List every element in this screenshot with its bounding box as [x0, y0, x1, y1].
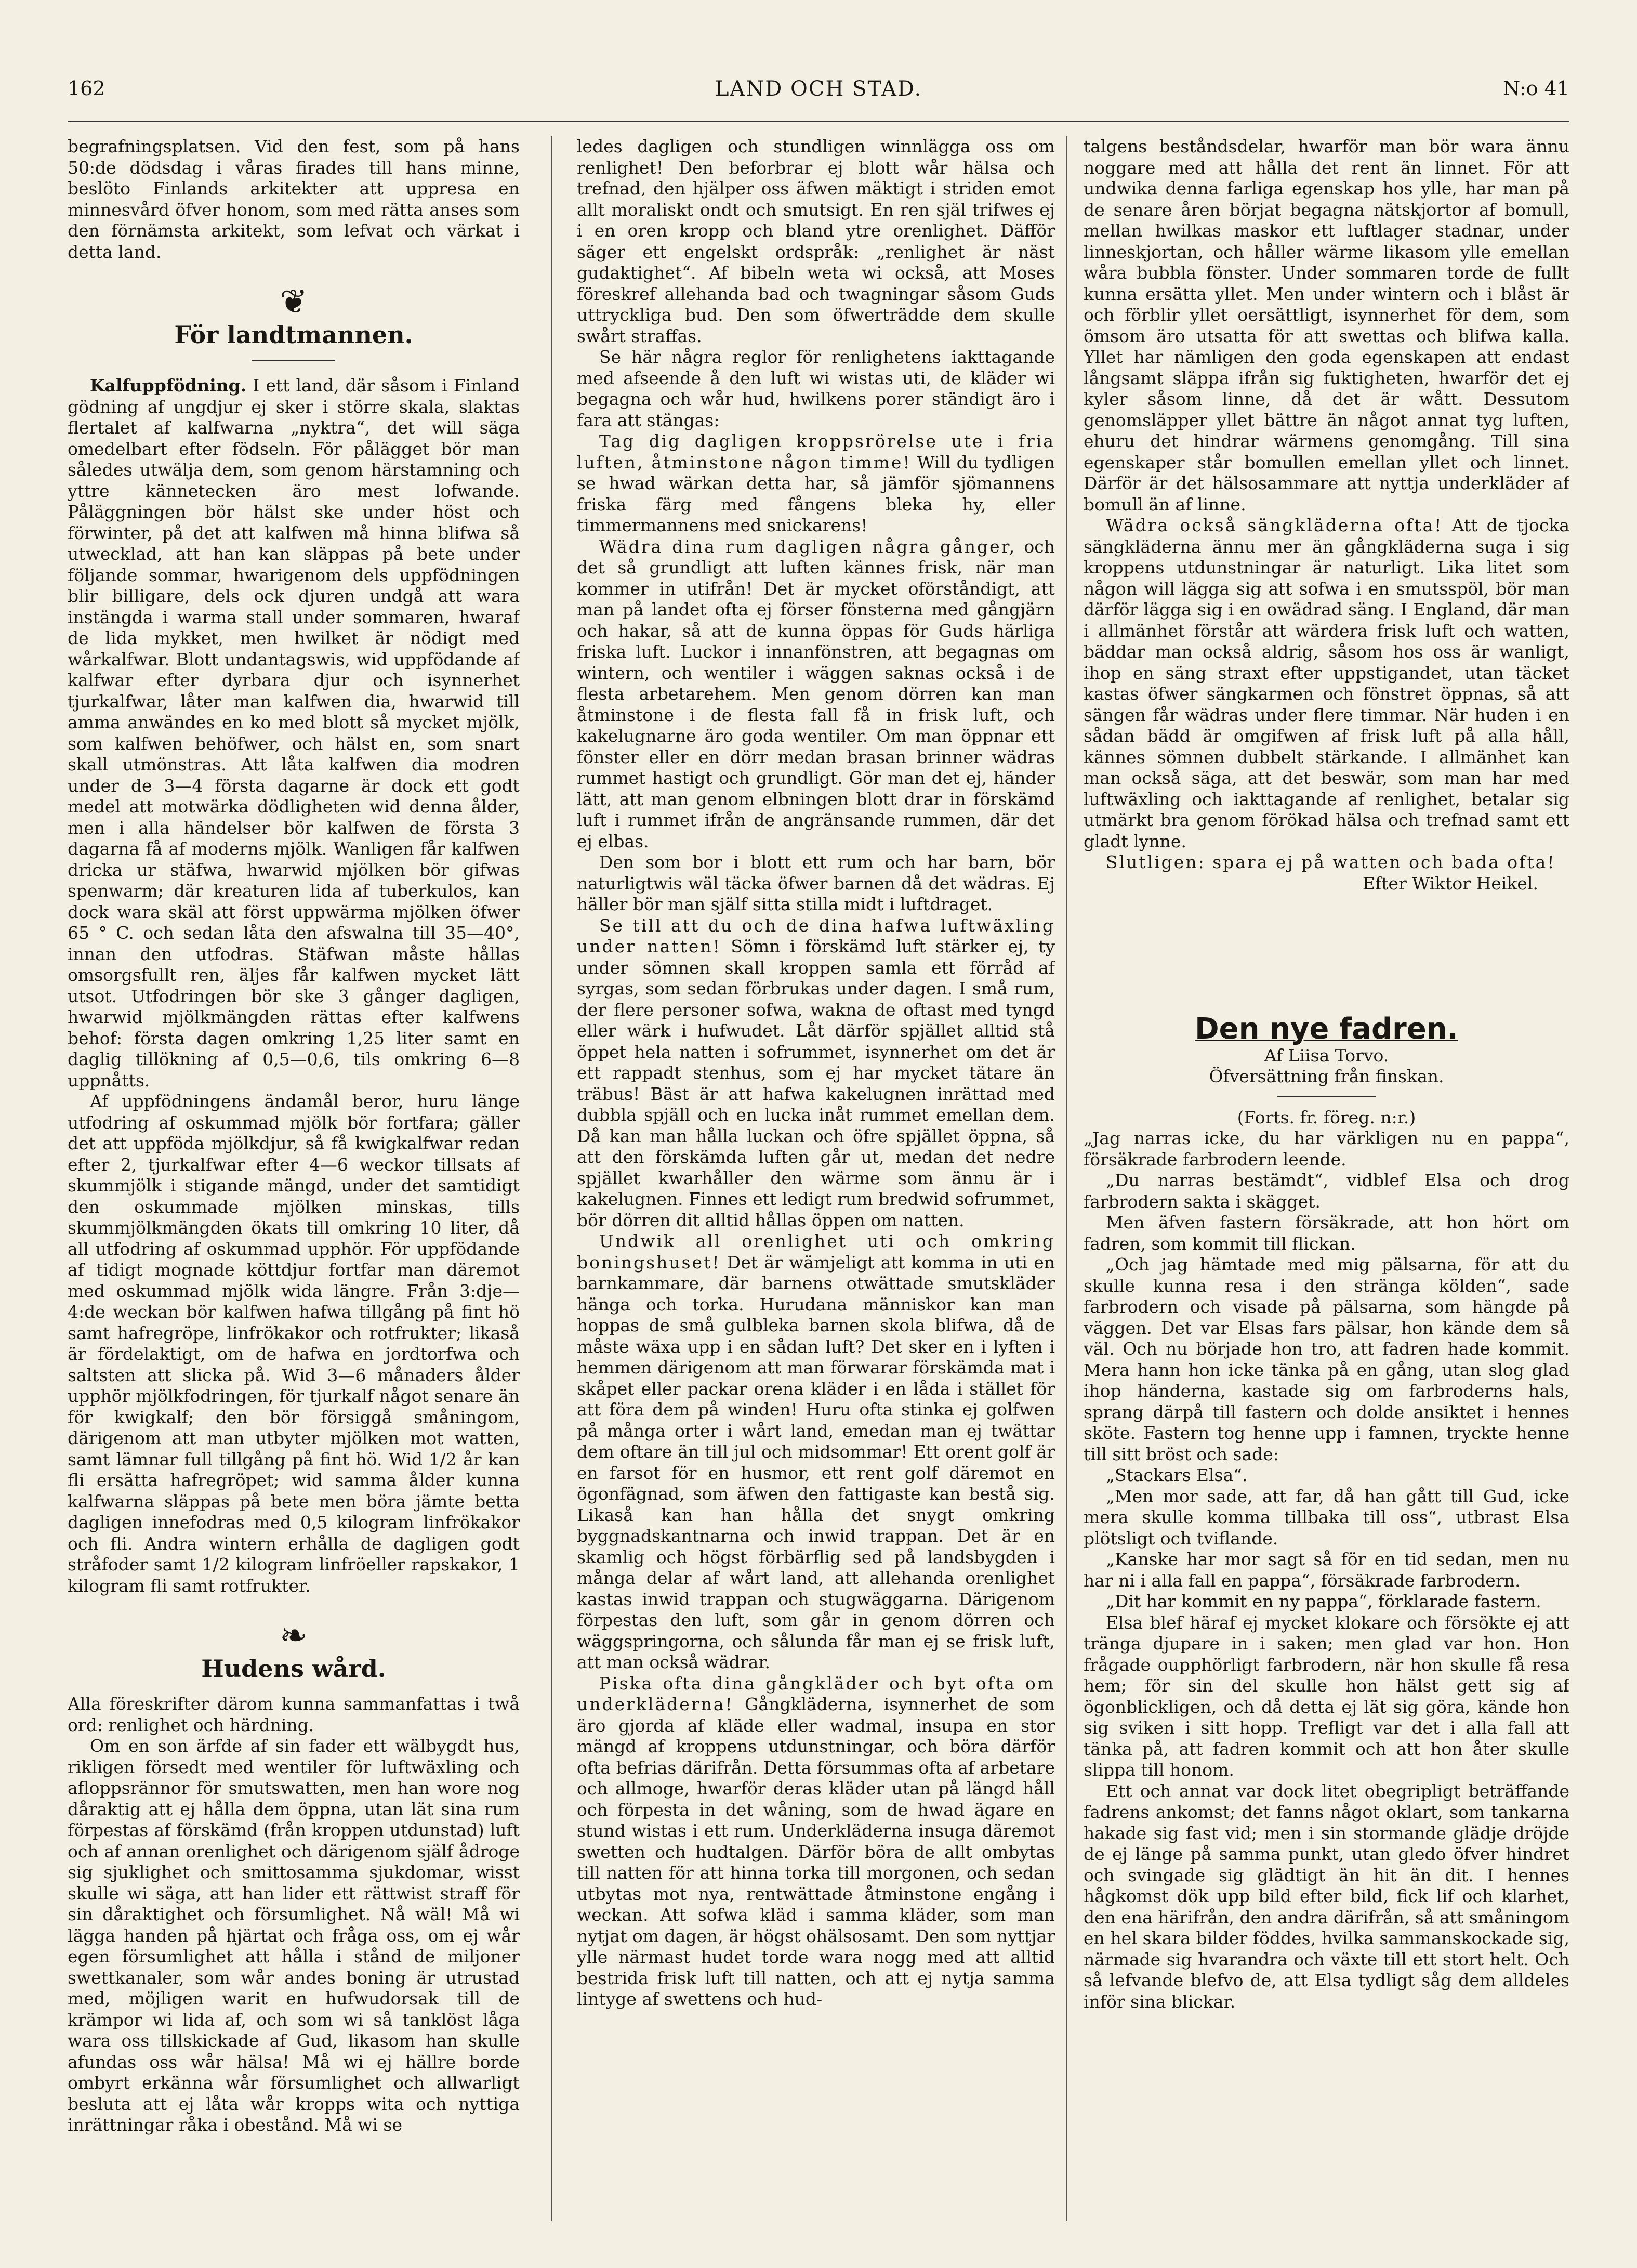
rule-heading: Wädra också sängkläderna ofta! — [1105, 515, 1443, 535]
page-number: 162 — [68, 77, 105, 100]
column-1 — [68, 136, 520, 2221]
continuation-note: (Forts. fr. föreg. n:r.) — [1237, 1107, 1416, 1128]
rule-heading: Se till att du och de dina hafwa luftwäxling under natten! — [577, 915, 1055, 956]
story-rule — [1277, 1096, 1376, 1097]
paragraph-text: Att de tjocka sängkläderna ännu mer än gångkläderna suga i sig kroppens utdunstningar är naturligt. Lika litet som någon will lägga sig att sofwa i en smutsspöl, bör man därför lägga sig i en owädrad säng. I England, där man i allmänhet förstår att wärdera frisk luft och watten, bäddar man också aldrig, såsom hos oss är wanligt, ihop en säng straxt efter uppstigandet, utan täcket kastas öfwer sängkarmen och fönstret öppnas, så att sängen får wädras under flere timmar. När huden i en sådan bädd är omgifwen af frisk luft på alla håll, kännes sömnen dubbelt stärkande. I allmänhet kan man också säga, att det beswär, som man har med luftwäxling och iakttagande af renlighet, betalar sig utmärkt bra genom förökad hälsa och trefnad samt ett gladt lynne. — [1084, 515, 1569, 851]
paragraph: „Och jag hämtade med mig pälsarna, för att du skulle kunna resa i den stränga kölden“, sade farbrodern och visade på pälsarna, som hängde på väggen. Det var Elsas fars pälsar, hon kände dem så väl. Och nu började hon tro, att fadren hade kommit. Mera hann hon icke tänka på en gång, utan slog glad ihop händerna, kastade sig om farbroderns hals, sprang därpå till fastern och dolde ansiktet i hennes sköte. Fastern tog henne upp i famnen, tryckte henne till sitt bröst och sade: — [1084, 1254, 1569, 1464]
paragraph — [577, 536, 1055, 853]
paragraph: Slutligen: spara ej på watten och bada ofta! — [1105, 852, 1556, 872]
paragraph: Om en son ärfde af sin fader ett wälbygdt hus, rikligen försedt med wentiler för luftwäxling och afloppsrännor för smutswatten, men han wore nog dåraktig att ej hålla dem öppna, utan lät sina rum förpestas af förskämd (från kroppen utdunstad) luft och af annan orenlighet och därigenom själf ådroge sig sjuklighet och smittosamma sjukdomar, wisst skulle wi säga, att han lider ett rättwist straff för sin dåraktighet och försumlighet. Nå wäl! Må wi lägga handen på hjärtat och fråga oss, om ej wår egen försumlighet att hålla i stånd de miljoner swettkanaler, som wår andes boning är utrustad med, möjligen warit en hufwudorsak till de krämpor wi lida af, och som wi så tanklöst låga wara oss tillskickade af Gud, likasom han skulle afundas oss wår hälsa! Må wi ej hällre borde ombyrt erkänna wår försumlighet och allwarligt besluta att ej låta wår kropps wita och nyttiga inrättningar råka i obestånd. Må wi se — [68, 1736, 520, 2135]
paragraph: begrafningsplatsen. Vid den fest, som på hans 50:de dödsdag i våras firades till hans minne, beslöto Finlands arkitekter att uppresa en minnesvård öfver honom, som med rätta anses som den förnämsta arkitekt, som lefvat och värkat i detta land. — [68, 136, 520, 262]
paragraph: ledes dagligen och stundligen winnlägga oss om renlighet! Den beforbrar ej blott wår hälsa och trefnad, den hjälper oss äfwen mäktigt i striden emot allt moraliskt ondt och smutsigt. En ren själ trifwes ej i en oren kropp och bland ytre orenlighet. Däfför säger ett engelskt ordspråk: „renlighet är näst gudaktighet“. Af bibeln weta wi också, att Moses föreskref allehanda bad och twagningar såsom Guds uttryckliga bud. Den som öfwerträdde dem skulle swårt straffas. — [577, 136, 1055, 346]
column-divider — [551, 136, 552, 2221]
rule-heading: Piska ofta dina gångkläder och byt ofta om underkläderna! — [577, 1673, 1055, 1714]
paragraph: Af uppfödningens ändamål beror, huru länge utfodring af oskummad mjölk bör fortfara; gäller det att uppföda mjölkdjur, så få kwigkalfwar redan efter 2, tjurkalfwar efter 4—6 weckor tillsats af skummjölk i stigande mängd, under det samtidigt den oskummade mjölken minskas, tills skummjölkmängden ökats till omkring 10 liter, då all utfodring af oskummad upphör. För uppfödande af tidigt mognade köttdjur fortfar man däremot med oskummad mjölk wida längre. Från 3:dje—4:de weckan bör kalfwen hafwa tillgång på fint hö samt hafregröpe, linfrökakor och rotfrukter; likaså är fördelaktigt, om de hafwa en jordtorfwa och saltsten att slicka på. Wid 3—6 månaders ålder upphör mjölkfodringen, för tjurkalf något senare än för kwigkalf; den bör försiggå småningom, därigenom att man utbyter mjölken mot watten, samt lämnar full tillgång på fint hö. Wid 1/2 år kan fli ersätta hafregröpet; wid samma ålder kunna kalfwarna släppas på bete men böra jämte betta dagligen innefodras med 0,5 kilogram linfrökakor och fli. Andra wintern erhålla de dagligen godt stråfoder samt 1/2 kilogram linfröeller rapskakor, 1 kilogram fli samt rotfrukter. — [68, 1091, 520, 1596]
rule-heading: Wädra dina rum dagligen några gånger, — [599, 536, 1016, 557]
page-header — [68, 77, 1569, 113]
column-divider — [1066, 136, 1067, 2221]
paragraph: „Stackars Elsa“. — [1105, 1465, 1248, 1485]
paragraph — [577, 1231, 1055, 1673]
paragraph: Den som bor i blott ett rum och har barn, bör naturligtwis wäl täcka öfwer barnen då det wädras. Ej häller bör man själf sitta stilla midt i luftdraget. — [577, 852, 1055, 914]
rule-heading: Tag dig dagligen kroppsrörelse ute i fria luften, åtminstone någon timme! — [577, 431, 1055, 473]
paragraph: Ett och annat var dock litet obegripligt beträffande fadrens ankomst; det fanns något oklart, som tankarna hakade sig fast vid; men i sin stormande glädje dröjde de ej länge på samma punkt, utan gledo öfver hindret och svingade sig glädtigt än hit än dit. I hennes hågkomst dök upp bild efter bild, fick lif och klarhet, den ena härifrån, den andra därifrån, så att småningom en hel skara bilder föddes, hvilka sammanskockade sig, närmade sig hvarandra och växte till ett stort helt. Och så lefvande blefvo de, att Elsa tydligt såg dem alldeles inför sina blickar. — [1084, 1780, 1569, 2012]
ornament-icon: ❦ — [280, 283, 308, 321]
paragraph: „Men mor sade, att far, då han gått till Gud, icke mera skulle komma tillbaka till oss“, utbrast Elsa plötsligt och tviflande. — [1084, 1486, 1569, 1549]
masthead-title: LAND OCH STAD. — [715, 77, 922, 101]
paragraph-text: Det är wämjeligt att komma in uti en barnkammare, där barnens otwättade smutskläder hänga och torka. Hurudana människor kan man hoppas de små gulbleka barnen skola blifwa, då de måste wäxa upp i en sådan luft? Det sker en i lyften i hemmen därigenom att man förwarar förskämda mat i skåpet eller packar orena kläder i en låda i stället för att föra dem på winden! Huru ofta stinka ej golfwen på många orter i wårt land, emedan man ej twättar dem oftare än till jul och midsommar! Ett orent golf är en farsot för en husmor, ett rent golf däremot en ögonfägnad, som äfwen den fattigaste kan bestå sig. Likaså kan han hålla det snygt omkring byggnadskantnarna och inwid trappan. Det är en skamlig och högst förbärflig sed på landsbygden i många delar af wårt land, att allehanda orenlighet kastas inwid trappan och stugwäggarna. Därigenom förpestas den luft, som går in genom dörren och wäggspringorna, och sålunda får man ej se frisk luft, att man också wädrar. — [577, 1252, 1055, 1672]
paragraph: „Kanske har mor sagt så för en tid sedan, men nu har ni i alla fall en pappa“, försäkrade farbrodern. — [1084, 1549, 1569, 1591]
paragraph-text: I ett land, där såsom i Finland gödning af ungdjur ej sker i större skala, slaktas flertalet af kalfwarna „nyktra“, det will säga omedelbart efter födseln. För pålägget bör man således utwälja dem, som genom härstamning och yttre kännetecken äro mest lofwande. Påläggningen bör hälst ske under höst och förwinter, på det att kalfwen må hinna blifwa så utwecklad, att han kan släppas på bete under följande sommar, hwarigenom dels uppfödningen blir billigare, dels ock djuren undgå att wara instängda i warma stall under sommaren, hwaraf de lida mykket, men hwilket är nödigt med wårkalfwar. Blott undantagswis, wid uppfödande af kalfwar efter dyrbara djur och isynnerhet tjurkalfwar, låter man kalfwen dia, hwarwid till amma anwändes en ko med blott så mycket mjölk, som kalfwen behöfwer, och hälst en, som snart skall utmönstras. Att låta kalfwen dia modren under de 3—4 första dagarne är dock ett godt medel att motwärka dödligheten wid denna ålder, men i alla händelser bör kalfwen de första 3 dagarna få af moderns mjölk. Wanligen får kalfwen dricka ur stäfwa, hwarwid mjölken bör gifwas spenwarm; där kreaturen lida af tuberkulos, kan dock wara skäl att först uppwärma mjölken öfwer 65 ° C. och sedan låta den afswalna till 35—40°, innan den utfodras. Stäfwan måste hållas omsorgsfullt ren, äljes får kalfwen mycket lätt utsot. Utfodringen bör ske 3 gånger dagligen, hwarwid mjölkmängden rättas efter kalfwens behof: första dagen omkring 1,25 liter samt en daglig tillökning af 0,5—0,6, tils omkring 6—8 uppnåtts. — [68, 375, 520, 1091]
signature: Efter Wiktor Heikel. — [1362, 873, 1538, 894]
column-2 — [577, 136, 1055, 2221]
paragraph: Alla föreskrifter därom kunna sammanfattas i twå ord: renlighet och härdning. — [68, 1694, 520, 1735]
section-rule — [252, 360, 335, 361]
paragraph-lead: Kalfuppfödning. — [89, 375, 247, 396]
column-3 — [1084, 136, 1569, 2221]
paragraph-text: Gångkläderna, isynnerhet de som äro gjorda af kläde eller wadmal, insupa en stor mängd af kroppens utdunstningar, och böra därför ofta befrias därifrån. Detta försummas ofta af arbetare och allmoge, hwarför deras kläder utan på längd håll och förpesta in det wåning, som de hwad ägare en stund wistas i ett rum. Underkläderna insuga däremot swetten och hudtalgen. Därför böra de allt ombytas till natten för att hinna torka till morgonen, och sedan utbytas mot nya, rentwättade åtminstone engång i weckan. Att sofwa kläd i samma kläder, som man nytjat om dagen, är högst ohälsosamt. Den som nyttjar ylle närmast hudet torde wara nogg med att alltid bestrida frisk luft till natten, och att ej nytja samma lintyge af swettens och hud- — [577, 1694, 1055, 2009]
section-title: Hudens wård. — [201, 1654, 386, 1683]
paragraph: Se här några reglor för renlighetens iakttagande med afseende å den luft wi wistas uti, de kläder wi begagna och wår hud, hwilkens porer ständigt äro i fara att stängas: — [577, 347, 1055, 430]
paragraph-text: Sömn i förskämd luft stärker ej, ty under sömnen skall kroppen samla ett förråd af syrgas, som sedan förbrukas under dagen. I små rum, der flere personer sofwa, wakna de oftast med tyngd eller wärk i hufwudet. Låt därför spjället alltid stå öppet hela natten i sofrummet, isynnerhet om det är ett rappadt stenhus, som ej har mycket tätare än träbus! Bäst är att hafwa kakelugnen inrättad med dubbla spjäll och en lucka inåt rummet emellan dem. Då kan man hålla luckan och öfre spjället öppna, så att den förskämda luften går ut, medan det nedre spjället kwarhåller den wärme som ännu är i kakelugnen. Finnes ett ledigt rum bredwid sofrummet, bör dörren dit alltid hållas öppen om natten. — [577, 936, 1055, 1230]
paragraph — [577, 915, 1055, 1231]
section-title: För landtmannen. — [174, 320, 413, 349]
paragraph — [577, 1673, 1055, 2010]
issue-number: N:o 41 — [1502, 77, 1569, 100]
paragraph: „Jag narras icke, du har värkligen nu en pappa“, försäkrade farbrodern leende. — [1084, 1128, 1569, 1170]
paragraph: talgens beståndsdelar, hwarför man bör wara ännu noggare med att hålla det rent än linnet. För att undwika denna farliga egenskap hos ylle, har man på de senare åren börjat begagna nätskjortor af bomull, mellan hwilkas maskor ett luftlager stadnar, under linneskjortan, och håller wärme likasom ylle emellan wåra bubbla fönster. Under sommaren torde de fullt kunna ersätta yllet. Men under wintern och i blåst är och förblir yllet oersättligt, isynnerhet för dem, som ömsom äro utsatta för att swettas och blifwa kalla. Yllet har nämligen den goda egenskapen att endast långsamt släppa ifrån sig fuktigheten, hwarför det ej kyler såsom linne, då det är wått. Dessutom genomsläpper yllet bättre än något annat tyg luften, ehuru det hindrar wärmens genomgång. Till sina egenskaper står bomullen emellan yllet och linnet. Därför är det hälsosammare att nyttja underkläder af bomull än af linne. — [1084, 136, 1569, 515]
paragraph-text: Will du tydligen se hwad wärkan detta har, så jämför sjömannens friska färg med fångens bleka hy, eller timmermannens med snickarens! — [577, 452, 1055, 535]
story-author: Af Liisa Torvo. — [1264, 1045, 1389, 1066]
paragraph-text: och det så grundligt att luften kännes frisk, när man kommer in utifrån! Det är mycket oförståndigt, att man på landet ofta ej förser fönsterna med gångjärn och hakar, så att de kunna öppas för Guds härliga friska luft. Luckor i innanfönstren, att begagnas om wintern, och wentiler i wäggen saknas också i de flesta arbetarehem. Men genom dörren kan man åtminstone i de flesta fall få in frisk luft, och kakelugnarne äro goda wentiler. Om man öppnar ett fönster eller en dörr medan brasan brinner wädras rummet hastigt och grundligt. Gör man det ej, händer lätt, att man genom elbningen blott drar in förskämd luft i rummet ifrån de angränsande rummen, där det ej elbas. — [577, 536, 1055, 851]
paragraph: Elsa blef häraf ej mycket klokare och försökte ej att tränga djupare in i saken; men glad var hon. Hon frågade oupphörligt farbrodern, när hon skulle få resa hem; för sin del skulle hon hälst gett sig af ögonblickligen, och då detta ej lät sig göra, kände hon sig sviken i sitt hopp. Trefligt var det i alla fall att tänka på, att fadren kommit och att hon åter skulle slippa till honom. — [1084, 1612, 1569, 1780]
paragraph — [577, 431, 1055, 536]
paragraph — [68, 375, 520, 1091]
paragraph: „Du narras bestämdt“, vidblef Elsa och drog farbrodern sakta i skägget. — [1084, 1170, 1569, 1212]
story-translation-note: Öfversättning från finskan. — [1209, 1066, 1444, 1086]
story-title: Den nye fadren. — [1195, 1012, 1458, 1046]
paragraph: Men äfven fastern försäkrade, att hon hört om fadren, som kommit till flickan. — [1084, 1212, 1569, 1254]
paragraph: „Dit har kommit en ny pappa“, förklarade fastern. — [1105, 1591, 1541, 1611]
rule-heading: Undwik all orenlighet uti och omkring boningshuset! — [577, 1231, 1055, 1273]
paragraph — [1084, 515, 1569, 852]
header-rule — [68, 121, 1569, 122]
flourish-icon: ❧ — [280, 1617, 308, 1655]
